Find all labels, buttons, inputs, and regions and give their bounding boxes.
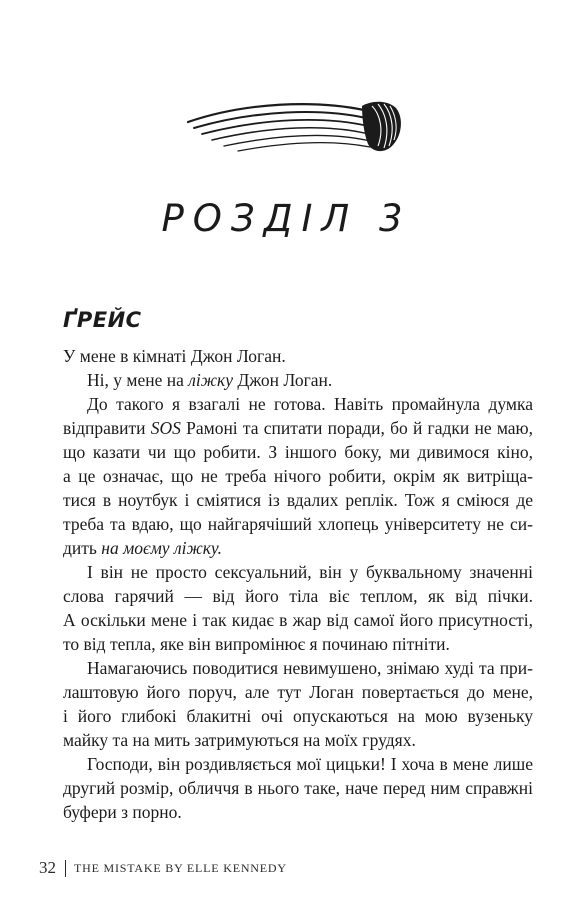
text-run: лаштовую його поруч, але тут Логан повертається до мене, xyxy=(63,682,533,702)
text-line xyxy=(63,560,533,584)
text-line xyxy=(63,488,533,512)
text-run: Господи, він роздивляється мої цицьки! І хоча в мене лише xyxy=(87,754,533,774)
text-line xyxy=(63,632,533,656)
text-line xyxy=(63,680,533,704)
text-run: майку та на мить затримуються на моїх грудях. xyxy=(63,730,416,750)
text-line xyxy=(63,368,533,392)
comet-swoosh-ornament-icon xyxy=(186,96,406,160)
paragraph xyxy=(63,656,533,752)
text-line xyxy=(63,752,533,776)
text-run: що казати чи що робити. З іншого боку, ми дивимося кіно, xyxy=(63,442,533,462)
emphasis-text: на моєму ліжку. xyxy=(101,538,222,558)
text-line xyxy=(63,728,533,752)
paragraph xyxy=(63,368,533,392)
body-text xyxy=(63,344,533,824)
page-footer xyxy=(39,858,287,878)
text-run: До такого я взагалі не готова. Навіть промайнула думка xyxy=(87,394,533,414)
text-run: то від тепла, яке він випромінює я починаю пітніти. xyxy=(63,634,450,654)
text-line xyxy=(63,704,533,728)
paragraph xyxy=(63,344,533,368)
page-number: 32 xyxy=(39,858,56,877)
text-line xyxy=(63,584,533,608)
paragraph xyxy=(63,392,533,560)
text-run: треба та вдаю, що найгарячіший хлопець університету не си- xyxy=(63,514,533,534)
text-run: слова гарячий — від його тіла віє теплом, як від пічки. xyxy=(63,586,533,606)
text-run: У мене в кімнаті Джон Логан. xyxy=(63,346,286,366)
text-run: Ні, у мене на xyxy=(87,370,189,390)
text-run: відправити xyxy=(63,418,151,438)
text-line xyxy=(63,344,533,368)
footer-divider xyxy=(65,860,66,877)
paragraph xyxy=(63,752,533,824)
text-run: тися в ноутбук і сміятися із вдалих реплік. Тож я сміюся де xyxy=(63,490,533,510)
text-line xyxy=(63,392,533,416)
running-head: THE MISTAKE BY ELLE KENNEDY xyxy=(74,860,287,875)
text-line xyxy=(63,416,533,440)
text-run: І він не просто сексуальний, він у буквальному значенні xyxy=(87,562,533,582)
text-line xyxy=(63,440,533,464)
text-line xyxy=(63,800,533,824)
text-line xyxy=(63,536,533,560)
text-run: буфери з порно. xyxy=(63,802,182,822)
emphasis-text: ліжку xyxy=(188,370,233,390)
text-run: дить xyxy=(63,538,102,558)
text-run: другий розмір, обличчя в нього таке, наче перед ним справжні xyxy=(63,778,533,798)
emphasis-text: SOS xyxy=(150,418,181,438)
text-line xyxy=(63,464,533,488)
text-run: і його глибокі блакитні очі опускаються на мою вузеньку xyxy=(63,706,533,726)
text-run: а це означає, що не треба нічого робити, окрім як витріща- xyxy=(63,466,533,486)
text-run: А оскільки мене і так кидає в жар від самої його присутності, xyxy=(63,610,533,630)
text-run: Намагаючись поводитися невимушено, знімаю худі та при- xyxy=(87,658,533,678)
text-line xyxy=(63,776,533,800)
chapter-title: РОЗДІЛ 3 xyxy=(161,197,412,240)
text-line xyxy=(63,512,533,536)
paragraph xyxy=(63,560,533,656)
text-line xyxy=(63,608,533,632)
text-run: Джон Логан. xyxy=(232,370,333,390)
text-run: Рамоні та спитати поради, бо й гадки не маю, xyxy=(180,418,533,438)
text-line xyxy=(63,656,533,680)
chapter-pov-name: ҐРЕЙС xyxy=(63,308,142,332)
